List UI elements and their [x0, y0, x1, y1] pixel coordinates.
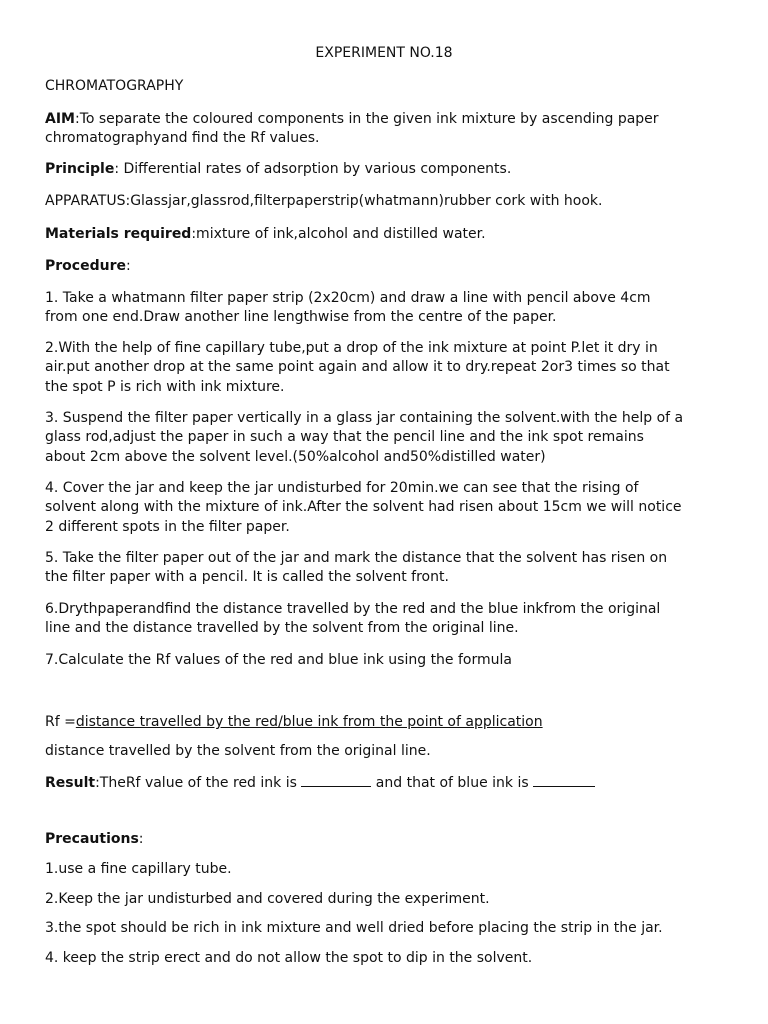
- procedure-step-3: [45, 409, 735, 467]
- step-line: the spot P is rich with ink mixture.: [45, 378, 285, 395]
- step-line: line and the distance travelled by the solvent from the original line.: [45, 620, 519, 637]
- step-line: 1. Take a whatmann filter paper strip (2x20cm) and draw a line with pencil above 4cm: [45, 290, 651, 306]
- materials-text: :mixture of ink,alcohol and distilled water.: [191, 226, 486, 242]
- result-label: Result: [45, 775, 96, 791]
- step-line: 3. Suspend the filter paper vertically in a glass jar containing the solvent.with the help of a: [45, 410, 684, 426]
- result-text: :TheRf value of the red ink is: [95, 775, 302, 791]
- procedure-step-5: [45, 549, 735, 588]
- precaution-item: 1.use a fine capillary tube.: [45, 861, 232, 877]
- formula-numerator: distance travelled by the red/blue ink from the point of application: [75, 714, 543, 730]
- materials-paragraph: [45, 225, 735, 244]
- procedure-step-7: [45, 651, 735, 670]
- aim-text: :To separate the coloured components in the given ink mixture by ascending paper: [74, 111, 659, 127]
- step-line: air.put another drop at the same point again and allow it to dry.repeat 2or3 times so that: [45, 359, 670, 376]
- principle-label: Principle: [45, 161, 115, 177]
- step-line: the filter paper with a pencil. It is called the solvent front.: [45, 569, 449, 586]
- aim-text-line2: chromatographyand find the Rf values.: [45, 130, 320, 147]
- topic-heading: CHROMATOGRAPHY: [45, 78, 184, 94]
- aim-label: AIM: [45, 111, 75, 127]
- step-line: 5. Take the filter paper out of the jar and mark the distance that the solvent has risen on: [45, 550, 668, 566]
- experiment-title: EXPERIMENT NO.18: [315, 45, 453, 61]
- step-line: 7.Calculate the Rf values of the red and blue ink using the formula: [45, 652, 512, 668]
- result-line: [45, 772, 735, 793]
- precautions-heading: Precautions:: [45, 831, 144, 847]
- procedure-step-1: [45, 289, 735, 328]
- formula-symbol: Rf =: [45, 714, 76, 730]
- blue-ink-rf-blank: [533, 772, 595, 787]
- procedure-step-4: [45, 479, 735, 537]
- red-ink-rf-blank: [301, 772, 371, 787]
- result-text-2: and that of blue ink is: [371, 775, 534, 791]
- step-line: about 2cm above the solvent level.(50%alcohol and50%distilled water): [45, 448, 546, 465]
- step-line: 2 different spots in the filter paper.: [45, 518, 290, 535]
- step-line: solvent along with the mixture of ink.After the solvent had risen about 15cm we will notice: [45, 499, 682, 516]
- procedure-step-6: [45, 600, 735, 639]
- precaution-item: 2.Keep the jar undisturbed and covered during the experiment.: [45, 891, 490, 907]
- precautions-label: Precautions: [45, 831, 139, 847]
- principle-text: : Differential rates of adsorption by various components.: [114, 161, 512, 177]
- step-line: 4. Cover the jar and keep the jar undisturbed for 20min.we can see that the rising of: [45, 480, 639, 496]
- procedure-label: Procedure: [45, 258, 126, 274]
- step-line: from one end.Draw another line lengthwise from the centre of the paper.: [45, 309, 557, 326]
- precaution-item: 4. keep the strip erect and do not allow the spot to dip in the solvent.: [45, 950, 533, 966]
- apparatus-paragraph: APPARATUS:Glassjar,glassrod,filterpaperstrip(whatmann)rubber cork with hook.: [45, 193, 603, 209]
- step-line: glass rod,adjust the paper in such a way that the pencil line and the ink spot remains: [45, 429, 644, 446]
- materials-label: Materials required: [45, 226, 192, 242]
- step-line: 6.Drythpaperandfind the distance travelled by the red and the blue inkfrom the original: [45, 601, 661, 617]
- procedure-heading: Procedure:: [45, 258, 131, 274]
- aim-paragraph: [45, 110, 735, 149]
- formula-numerator-line: [45, 713, 735, 732]
- step-line: 2.With the help of fine capillary tube,put a drop of the ink mixture at point P.let it dry in: [45, 340, 658, 356]
- principle-paragraph: [45, 160, 735, 179]
- precaution-item: 3.the spot should be rich in ink mixture and well dried before placing the strip in the jar.: [45, 920, 663, 936]
- formula-denominator: distance travelled by the solvent from the original line.: [45, 743, 431, 759]
- procedure-step-2: [45, 339, 735, 397]
